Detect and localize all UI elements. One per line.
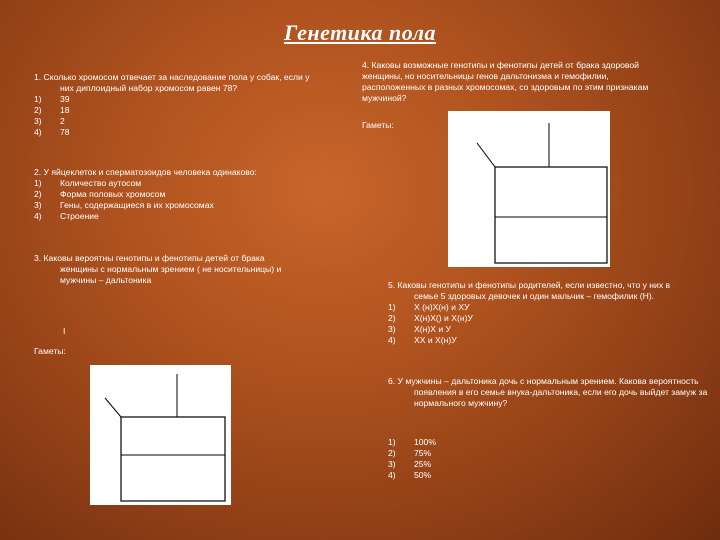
question-4-gametes-label: Гаметы: (362, 120, 394, 130)
question-2-option-1[interactable]: 1) Количество аутосом (34, 178, 142, 188)
question-2-option-2[interactable]: 2) Форма половых хромосом (34, 189, 166, 199)
question-1-text: 1. Сколько хромосом отвечает за наследование пола у собак, если у них диплоидный набор хромосом равен 78? (34, 72, 310, 93)
question-5-option-3[interactable]: 3) X(н)X и У (388, 324, 451, 334)
question-6-option-3[interactable]: 3) 25% (388, 459, 432, 469)
question-1-option-4[interactable]: 4) 78 (34, 127, 70, 137)
question-3-mark: I (63, 326, 66, 336)
question-5-text: 5. Каковы генотипы и фенотипы родителей, если известно, что у них в семье 5 здоровых девочек и один мальчик – гемофилик (Н). (388, 280, 671, 301)
question-4-text: 4. Каковы возможные генотипы и фенотипы детей от брака здоровой женщины, но носительницы генов дальтонизма и гемофилии, расположенных в разных хромосомах, со здоровым по этим признакам мужчиной? (362, 60, 649, 103)
question-3-text: 3. Каковы вероятны генотипы и фенотипы детей от брака женщины с нормальным зрением ( не носительницы) и мужчины – дальтоника (34, 253, 282, 285)
question-6-option-2[interactable]: 2) 75% (388, 448, 432, 458)
question-2-option-3[interactable]: 3) Гены, содержащиеся в их хромосомах (34, 200, 214, 210)
question-6-text: 6. У мужчины – дальтоника дочь с нормальным зрением. Какова вероятность появления в его семье внука-дальтоника, если его дочь выйдет замуж за нормального мужчину? (388, 376, 708, 408)
question-6 (388, 376, 710, 409)
page-title: Генетика пола (283, 20, 436, 45)
question-2-option-4[interactable]: 4) Строение (34, 211, 99, 221)
question-6-options (388, 437, 588, 481)
question-1 (34, 72, 324, 138)
question-5-option-1[interactable]: 1) X (н)X(н) и XУ (388, 302, 470, 312)
question-3-gametes-label: Гаметы: (34, 346, 66, 356)
question-5-option-2[interactable]: 2) X(н)X() и X(н)У (388, 313, 473, 323)
question-3 (34, 253, 304, 286)
question-4-punnett-grid[interactable] (448, 111, 610, 267)
question-1-option-2[interactable]: 2) 18 (34, 105, 70, 115)
question-5-option-4[interactable]: 4) XX и X(н)У (388, 335, 457, 345)
question-2 (34, 167, 294, 222)
question-1-option-3[interactable]: 3) 2 (34, 116, 65, 126)
question-4 (362, 60, 657, 104)
question-2-text: 2. У яйцеклеток и сперматозоидов человека одинаково: (34, 167, 257, 177)
question-5 (388, 280, 678, 346)
question-1-option-1[interactable]: 1) 39 (34, 94, 70, 104)
question-6-option-4[interactable]: 4) 50% (388, 470, 432, 480)
question-6-option-1[interactable]: 1) 100% (388, 437, 436, 447)
question-3-punnett-grid[interactable] (90, 365, 231, 505)
